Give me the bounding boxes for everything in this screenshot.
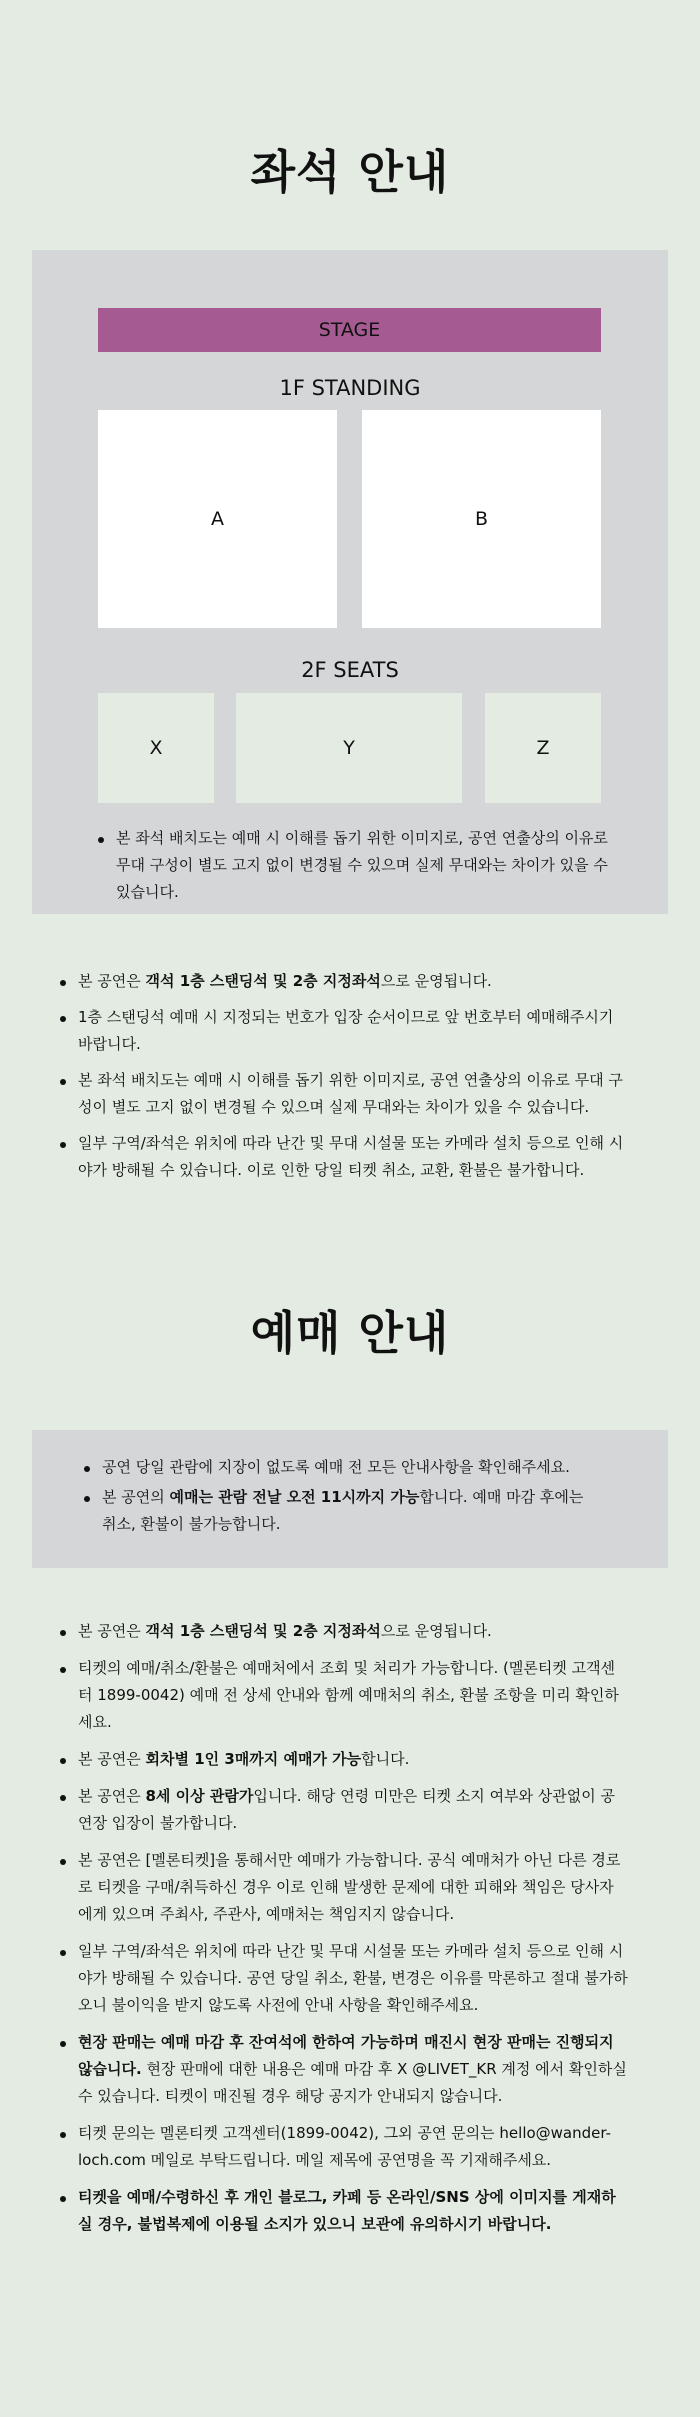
zone-b[interactable]: B bbox=[362, 410, 601, 628]
booking-guide-title: 예매 안내 bbox=[250, 1306, 450, 1360]
list-item: 1층 스탠딩석 예매 시 지정되는 번호가 입장 순서이므로 앞 번호부터 예매해주시기 바랍니다. bbox=[56, 1004, 628, 1058]
seat-map bbox=[32, 250, 668, 914]
zone-z[interactable]: Z bbox=[485, 693, 601, 803]
list-item: 본 공연의 예매는 관람 전날 오전 11시까지 가능합니다. 예매 마감 후에는 취소, 환불이 불가능합니다. bbox=[80, 1484, 598, 1538]
list-item: 본 좌석 배치도는 예매 시 이해를 돕기 위한 이미지로, 공연 연출상의 이유로 무대 구성이 별도 고지 없이 변경될 수 있으며 실제 무대와는 차이가 있을 수 있습니다. bbox=[56, 1067, 628, 1121]
floor1-label: 1F STANDING bbox=[279, 376, 421, 400]
list-item: 본 공연은 객석 1층 스탠딩석 및 2층 지정좌석으로 운영됩니다. bbox=[56, 1618, 628, 1645]
floor2-label: 2F SEATS bbox=[301, 658, 399, 682]
zone-a[interactable]: A bbox=[98, 410, 337, 628]
booking-notes-list bbox=[0, 1568, 700, 2238]
list-item: 일부 구역/좌석은 위치에 따라 난간 및 무대 시설물 또는 카메라 설치 등으로 인해 시야가 방해될 수 있습니다. 이로 인한 당일 티켓 취소, 교환, 환불은 불가합니다. bbox=[56, 1130, 628, 1184]
seat-notes-list bbox=[0, 914, 700, 1300]
seat-map-note bbox=[94, 825, 624, 906]
zone-x[interactable]: X bbox=[98, 693, 214, 803]
list-item: 본 공연은 8세 이상 관람가입니다. 해당 연령 미만은 티켓 소지 여부와 상관없이 공연장 입장이 불가합니다. bbox=[56, 1783, 628, 1837]
list-item: 본 공연은 객석 1층 스탠딩석 및 2층 지정좌석으로 운영됩니다. bbox=[56, 968, 628, 995]
list-item: 티켓을 예매/수령하신 후 개인 블로그, 카페 등 온라인/SNS 상에 이미지를 게재하실 경우, 불법복제에 이용될 소지가 있으니 보관에 유의하시기 바랍니다. bbox=[56, 2184, 628, 2238]
list-item: 티켓의 예매/취소/환불은 예매처에서 조회 및 처리가 가능합니다. (멜론티켓 고객센터 1899-0042) 예매 전 상세 안내와 함께 예매처의 취소, 환불 조항을 미리 확인하세요. bbox=[56, 1655, 628, 1736]
list-item: 본 공연은 [멜론티켓]을 통해서만 예매가 가능합니다. 공식 예매처가 아닌 다른 경로로 티켓을 구매/취득하신 경우 이로 인해 발생한 문제에 대한 피해와 책임은 당사자에게 있으며 주최사, 주관사, 예매처는 책임지지 않습니다. bbox=[56, 1847, 628, 1928]
list-item: 현장 판매는 예매 마감 후 잔여석에 한하여 가능하며 매진시 현장 판매는 진행되지 않습니다. 현장 판매에 대한 내용은 예매 마감 후 X @LIVET_KR 계정 에서 확인하실 수 있습니다. 티켓이 매진될 경우 해당 공지가 안내되지 않습니다. bbox=[56, 2029, 628, 2110]
booking-notice-box bbox=[32, 1430, 668, 1568]
list-item: 티켓 문의는 멜론티켓 고객센터(1899-0042), 그외 공연 문의는 hello@wander-loch.com 메일로 부탁드립니다. 메일 제목에 공연명을 꼭 기재해주세요. bbox=[56, 2120, 628, 2174]
list-item: 본 공연은 회차별 1인 3매까지 예매가 가능합니다. bbox=[56, 1746, 628, 1773]
stage-bar: STAGE bbox=[98, 308, 601, 352]
list-item: 공연 당일 관람에 지장이 없도록 예매 전 모든 안내사항을 확인해주세요. bbox=[80, 1454, 598, 1481]
zone-y[interactable]: Y bbox=[236, 693, 462, 803]
list-item: 일부 구역/좌석은 위치에 따라 난간 및 무대 시설물 또는 카메라 설치 등으로 인해 시야가 방해될 수 있습니다. 공연 당일 취소, 환불, 변경은 이유를 막론하고 절대 불가하오니 불이익을 받지 않도록 사전에 안내 사항을 확인해주세요. bbox=[56, 1938, 628, 2019]
seat-map-note-item: 본 좌석 배치도는 예매 시 이해를 돕기 위한 이미지로, 공연 연출상의 이유로 무대 구성이 별도 고지 없이 변경될 수 있으며 실제 무대와는 차이가 있을 수 있습니다. bbox=[94, 825, 624, 906]
seat-guide-title: 좌석 안내 bbox=[250, 145, 450, 199]
